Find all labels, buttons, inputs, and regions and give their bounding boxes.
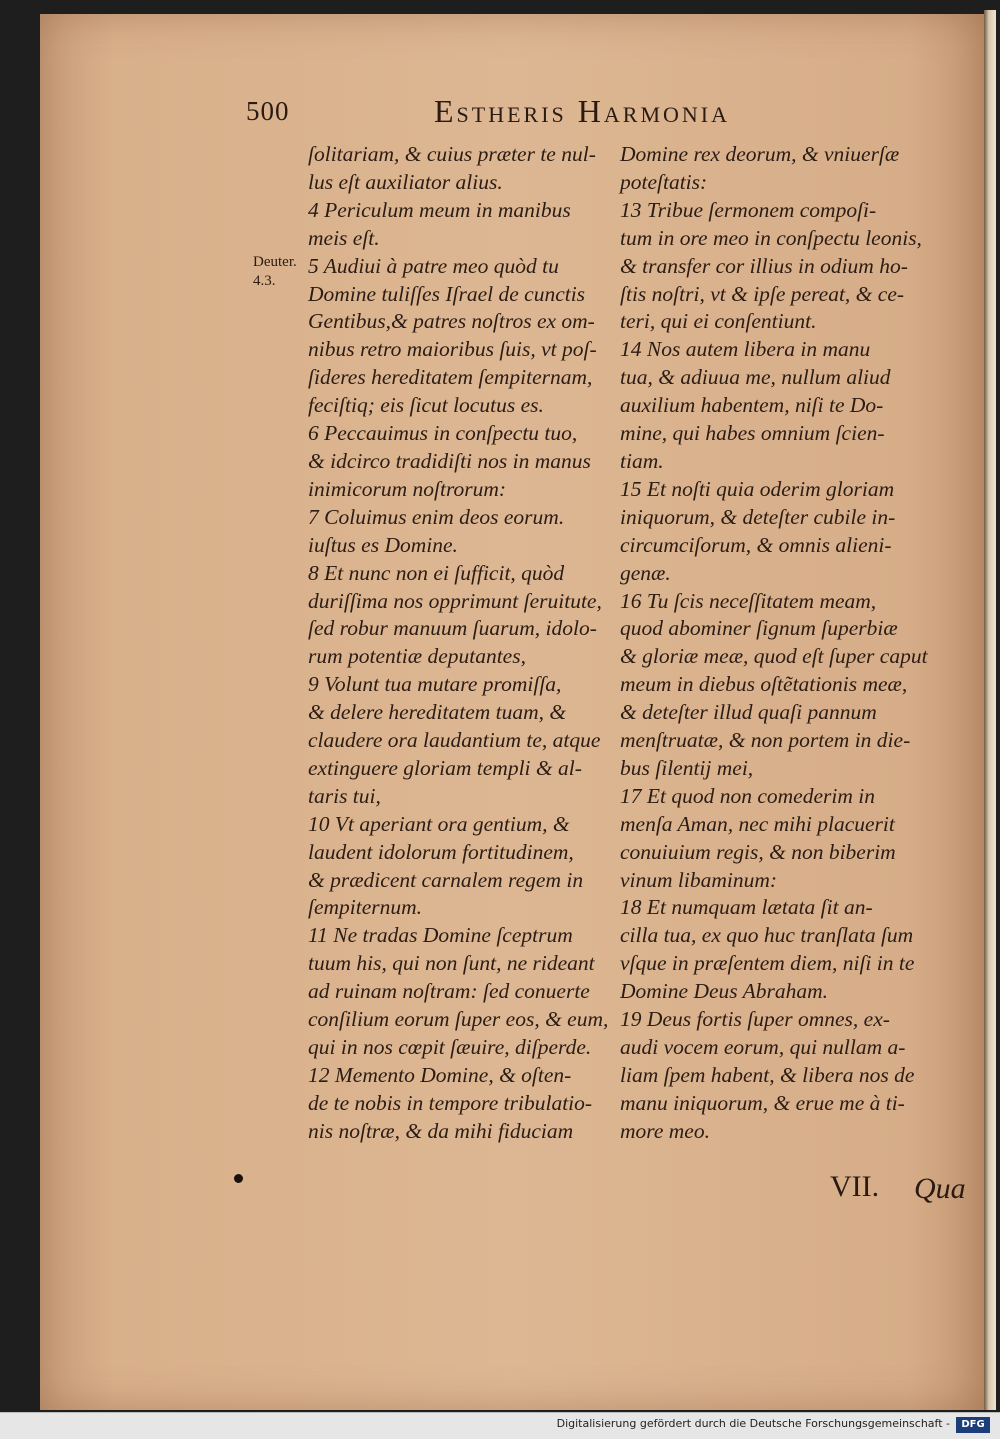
text-line: cilla tua, ex quo huc tranſlata ſum — [620, 923, 914, 948]
dfg-logo: DFG — [956, 1417, 990, 1433]
text-line: laudent idolorum fortitudinem, — [308, 839, 574, 864]
text-line: mine, qui habes omnium ſcien- — [620, 421, 885, 446]
margin-reference — [253, 253, 297, 291]
text-line: duriſſima nos opprimunt ſeruitute, — [308, 588, 602, 613]
text-line: tiam. — [620, 448, 664, 473]
text-line: meis eſt. — [308, 225, 380, 250]
text-line: ſed robur manuum ſuarum, idolo- — [308, 616, 597, 641]
text-line: 7 Coluimus enim deos eorum. — [308, 504, 565, 529]
text-line: ſtis noſtri, vt & ipſe pereat, & ce- — [620, 281, 905, 306]
catchword-number: VII. — [830, 1170, 880, 1203]
text-line: menſa Aman, nec mihi placuerit — [620, 811, 895, 836]
text-line: inimicorum noſtrorum: — [308, 476, 507, 501]
text-line: 9 Volunt tua mutare promiſſa, — [308, 672, 562, 697]
page-number: 500 — [246, 96, 290, 126]
text-line: iniquorum, & deteſter cubile in- — [620, 504, 896, 529]
text-line: 11 Ne tradas Domine ſceptrum — [308, 923, 573, 948]
text-line: Domine tuliſſes Iſrael de cunctis — [308, 281, 586, 306]
text-line: conſilium eorum ſuper eos, & eum, — [308, 1007, 609, 1032]
text-line: teri, qui ei conſentiunt. — [620, 309, 817, 334]
text-line: nibus retro maioribus ſuis, vt poſ- — [308, 337, 597, 362]
text-line: 6 Peccauimus in conſpectu tuo, — [308, 421, 578, 446]
text-line: & transfer cor illius in odium ho- — [620, 253, 908, 278]
text-line: qui in nos cœpit ſæuire, diſperde. — [308, 1035, 592, 1059]
text-line: nis noſtræ, & da mihi fiduciam — [308, 1118, 574, 1143]
text-line: 10 Vt aperiant ora gentium, & — [308, 811, 570, 836]
margin-reference-book: Deuter. — [253, 254, 297, 270]
funding-notice: Digitalisierung gefördert durch die Deutsche Forschungsgemeinschaft - — [556, 1417, 950, 1430]
text-line: tua, & adiuua me, nullum aliud — [620, 365, 891, 390]
text-line: 19 Deus fortis ſuper omnes, ex- — [620, 1007, 890, 1032]
text-line: iuſtus es Domine. — [308, 532, 458, 557]
text-line: claudere ora laudantium te, atque — [308, 728, 601, 753]
text-line: 5 Audiui à patre meo quòd tu — [308, 253, 559, 278]
text-line: 14 Nos autem libera in manu — [620, 337, 871, 362]
text-line: 4 Periculum meum in manibus — [308, 197, 571, 222]
text-line: Gentibus,& patres noſtros ex om- — [308, 309, 595, 334]
text-line: 12 Memento Domine, & oſten- — [308, 1062, 572, 1087]
text-line: rum potentiæ deputantes, — [308, 644, 526, 669]
text-line: extinguere gloriam templi & al- — [308, 755, 582, 780]
footer-bar — [0, 1412, 1000, 1439]
text-line: & deteſter illud quaſi pannum — [620, 700, 877, 725]
text-line: Domine Deus Abraham. — [620, 979, 829, 1004]
text-line: lus eſt auxiliator alius. — [308, 169, 503, 194]
text-line: liam ſpem habent, & libera nos de — [620, 1062, 915, 1087]
text-line: audi vocem eorum, qui nullam a- — [620, 1035, 906, 1059]
text-line: de te nobis in tempore tribulatio- — [308, 1090, 593, 1115]
text-line: ſempiternum. — [308, 895, 423, 920]
text-line: 17 Et quod non comederim in — [620, 783, 875, 808]
text-line: vinum libaminum: — [620, 867, 778, 892]
text-line: bus ſilentij mei, — [620, 755, 754, 780]
text-line: meum in diebus oſtẽtationis meæ, — [620, 672, 908, 697]
text-line: quod abominer ſignum ſuperbiæ — [620, 616, 898, 641]
text-line: circumciſorum, & omnis alieni- — [620, 532, 892, 557]
text-line: & gloriæ meæ, quod eſt ſuper caput — [620, 644, 928, 669]
text-line: manu iniquorum, & erue me à ti- — [620, 1090, 905, 1115]
text-line: & idcirco tradidiſti nos in manus — [308, 448, 591, 473]
text-line: ſideres hereditatem ſempiternam, — [308, 365, 593, 390]
text-line: 13 Tribue ſermonem compoſi- — [620, 197, 877, 222]
ink-dot — [234, 1174, 243, 1183]
running-title: Estheris Harmonia — [434, 93, 731, 129]
text-line: ad ruinam noſtram: ſed conuerte — [308, 979, 590, 1004]
text-line: menſtruatæ, & non portem in die- — [620, 728, 911, 753]
catchword: Qua — [914, 1172, 966, 1205]
text-line: genæ. — [620, 560, 671, 585]
text-line: tuum his, qui non ſunt, ne rideant — [308, 951, 595, 976]
text-line: Domine rex deorum, & vniuerſæ — [620, 142, 900, 166]
text-line: poteſtatis: — [620, 169, 708, 194]
text-line: 15 Et noſti quia oderim gloriam — [620, 476, 895, 501]
text-line: tum in ore meo in conſpectu leonis, — [620, 225, 922, 250]
text-line: 16 Tu ſcis neceſſitatem meam, — [620, 588, 877, 613]
text-line: & delere hereditatem tuam, & — [308, 700, 567, 725]
text-line: feciſtiq; eis ſicut locutus es. — [308, 393, 544, 418]
text-line: auxilium habentem, niſi te Do- — [620, 393, 884, 418]
text-line: vſque in præſentem diem, niſi in te — [620, 951, 915, 976]
text-line: conuiuium regis, & non biberim — [620, 839, 896, 864]
page-edge — [984, 10, 996, 1410]
text-line: 18 Et numquam lætata ſit an- — [620, 895, 873, 920]
text-line: taris tui, — [308, 783, 381, 808]
text-line: ſolitariam, & cuius præter te nul- — [308, 142, 596, 166]
margin-reference-verse: 4.3. — [253, 273, 276, 289]
left-text-column — [308, 141, 609, 1146]
text-line: more meo. — [620, 1118, 710, 1143]
text-line: & prædicent carnalem regem in — [308, 867, 584, 892]
text-line: 8 Et nunc non ei ſufficit, quòd — [308, 560, 565, 585]
right-text-column — [620, 141, 928, 1146]
